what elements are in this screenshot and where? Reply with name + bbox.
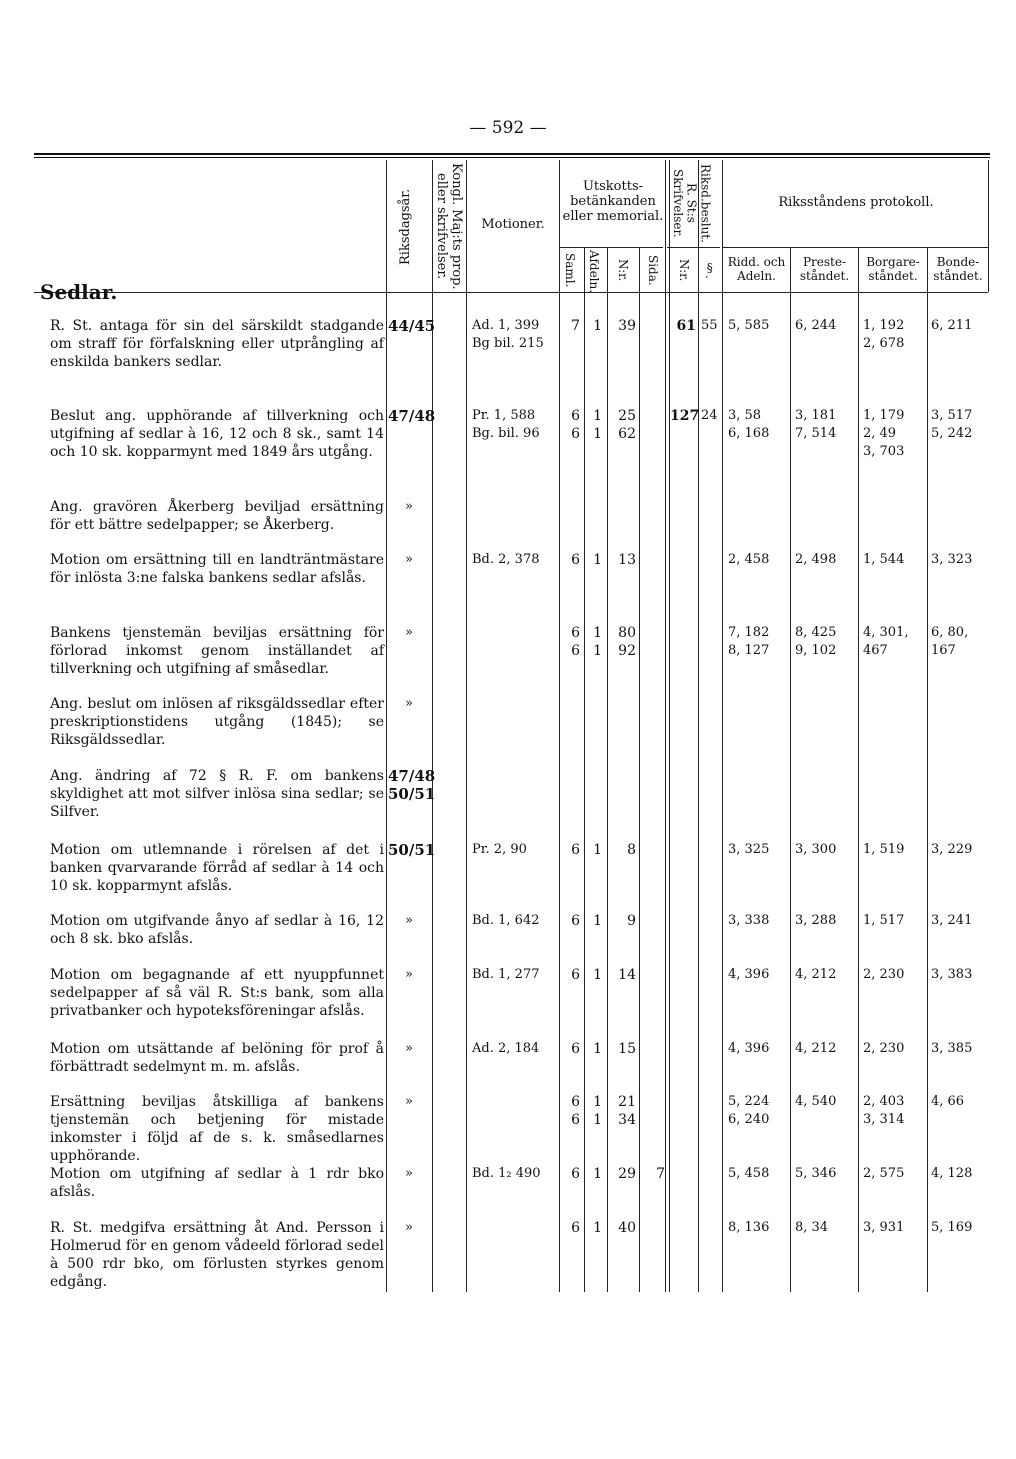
- top-rule-thick: [34, 153, 990, 155]
- saml-value: 6: [571, 408, 580, 424]
- saml-value: 6: [571, 1094, 580, 1110]
- col-line: [858, 247, 859, 1292]
- ridd-protocol: 6, 168: [728, 426, 770, 441]
- utskott-sub-rule: [560, 247, 663, 248]
- entry-description: Motion om begagnande af ett nyuppfunnet sedelpapper af så väl R. St:s bank, som alla privatbanker och hypoteksföreningar afslås.: [50, 967, 384, 1019]
- borgare-protocol: 1, 179: [863, 408, 905, 423]
- col-line: [584, 247, 585, 1292]
- riksdag-year: »: [405, 696, 413, 711]
- bonde-protocol: 167: [931, 643, 956, 658]
- saml-value: 6: [571, 842, 580, 858]
- header-nr: N:r.: [615, 258, 630, 282]
- ridd-protocol: 6, 240: [728, 1112, 770, 1127]
- nr-value: 14: [618, 967, 636, 983]
- borgare-protocol: 2, 49: [863, 426, 897, 441]
- entry-description: Ang. beslut om inlösen af riksgäldssedlar efter preskriptionstidens utgång (1845); se Riksgäldssedlar.: [50, 696, 384, 748]
- preste-protocol: 3, 288: [795, 913, 837, 928]
- riksd-nr: 61: [676, 318, 696, 334]
- header-preste: Preste-ståndet.: [799, 255, 850, 283]
- riksdag-year: »: [405, 1041, 413, 1056]
- header-afdeln: Afdeln.: [586, 250, 601, 294]
- ridd-protocol: 5, 585: [728, 318, 770, 333]
- nr-value: 29: [618, 1166, 636, 1182]
- entry-description: R. St. medgifva ersättning åt And. Persson i Holmerud för en genom vådeeld förlorad sedel à 500 rdr bko, om förlusten styrkes genom edgång.: [50, 1220, 384, 1290]
- riksdag-year: 47/48: [388, 767, 436, 785]
- borgare-protocol: 3, 703: [863, 444, 905, 459]
- borgare-protocol: 1, 544: [863, 552, 905, 567]
- preste-protocol: 3, 300: [795, 842, 837, 857]
- afdeln-value: 1: [593, 408, 602, 424]
- entry-description: Ang. ändring af 72 § R. F. om bankens skyldighet att mot silfver inlösa sina sedlar; se Silfver.: [50, 768, 384, 820]
- saml-value: 6: [571, 625, 580, 641]
- nr-value: 80: [618, 625, 636, 641]
- header-borgare: Borgare-ståndet.: [866, 255, 920, 283]
- afdeln-value: 1: [593, 426, 602, 442]
- preste-protocol: 5, 346: [795, 1166, 837, 1181]
- preste-protocol: 7, 514: [795, 426, 837, 441]
- afdeln-value: 1: [593, 318, 602, 334]
- motion-ref: Ad. 1, 399: [472, 318, 540, 333]
- ridd-protocol: 2, 458: [728, 552, 770, 567]
- bonde-protocol: 6, 211: [931, 318, 973, 333]
- motion-ref: Bg. bil. 96: [472, 426, 540, 441]
- nr-value: 8: [627, 842, 636, 858]
- preste-protocol: 8, 34: [795, 1220, 829, 1235]
- col-line: [927, 247, 928, 1292]
- riksdag-year: »: [405, 967, 413, 982]
- borgare-protocol: 2, 678: [863, 336, 905, 351]
- nr-value: 40: [618, 1220, 636, 1236]
- motion-ref: Bd. 1₂ 490: [472, 1166, 541, 1181]
- header-bottom-rule: [34, 292, 988, 293]
- afdeln-value: 1: [593, 1112, 602, 1128]
- borgare-protocol: 2, 230: [863, 967, 905, 982]
- afdeln-value: 1: [593, 552, 602, 568]
- preste-protocol: 2, 498: [795, 552, 837, 567]
- riksdag-year: »: [405, 913, 413, 928]
- entry-description: Beslut ang. upphörande af tillverkning och utgifning af sedlar à 16, 12 och 8 sk., samt 14 och 10 sk. kopparmynt med 1849 års utgång.: [50, 408, 384, 460]
- saml-value: 6: [571, 643, 580, 659]
- nr-value: 39: [618, 318, 636, 334]
- nr-value: 25: [618, 408, 636, 424]
- entry-description: Motion om ersättning till en landträntmästare för inlösta 3:ne falska bankens sedlar afslås.: [50, 552, 384, 586]
- borgare-protocol: 2, 575: [863, 1166, 905, 1181]
- afdeln-value: 1: [593, 913, 602, 929]
- preste-protocol: 3, 181: [795, 408, 837, 423]
- bonde-protocol: 3, 383: [931, 967, 973, 982]
- nr-value: 92: [618, 643, 636, 659]
- riksdag-year: »: [405, 1220, 413, 1235]
- entry-description: Motion om utgifning af sedlar à 1 rdr bko afslås.: [50, 1166, 384, 1200]
- header-motioner: Motioner.: [481, 217, 545, 232]
- riksdag-year: 47/48: [388, 407, 436, 425]
- saml-value: 6: [571, 552, 580, 568]
- riksd-sub-rule: [667, 247, 720, 248]
- protokoll-sub-rule: [723, 247, 988, 248]
- preste-protocol: 6, 244: [795, 318, 837, 333]
- afdeln-value: 1: [593, 1094, 602, 1110]
- ridd-protocol: 3, 325: [728, 842, 770, 857]
- saml-value: 6: [571, 1041, 580, 1057]
- saml-value: 6: [571, 913, 580, 929]
- riksdag-year: »: [405, 552, 413, 567]
- header-sida: Sida.: [645, 254, 660, 286]
- preste-protocol: 4, 212: [795, 1041, 837, 1056]
- col-line: [698, 160, 699, 1292]
- entry-description: R. St. antaga för sin del särskildt stadgande om straff för förfalskning eller utprångling af enskilda bankers sedlar.: [50, 318, 384, 370]
- ridd-protocol: 4, 396: [728, 967, 770, 982]
- ridd-protocol: 4, 396: [728, 1041, 770, 1056]
- preste-protocol: 4, 540: [795, 1094, 837, 1109]
- bonde-protocol: 4, 66: [931, 1094, 965, 1109]
- preste-protocol: 9, 102: [795, 643, 837, 658]
- col-line: [722, 160, 723, 1292]
- borgare-protocol: 1, 517: [863, 913, 905, 928]
- saml-value: 6: [571, 1166, 580, 1182]
- bonde-protocol: 5, 242: [931, 426, 973, 441]
- bonde-protocol: 6, 80,: [931, 625, 969, 640]
- nr-value: 15: [618, 1041, 636, 1057]
- entry-description: Ersättning beviljas åtskilliga af bankens tjenstemän och betjening för mistade inkomster i följd af de s. k. småsedlarnes upphörande.: [50, 1094, 384, 1164]
- header-ridd: Ridd. och Adeln.: [727, 255, 786, 283]
- borgare-protocol: 1, 192: [863, 318, 905, 333]
- saml-value: 6: [571, 1112, 580, 1128]
- saml-value: 6: [571, 1220, 580, 1236]
- bonde-protocol: 3, 517: [931, 408, 973, 423]
- ridd-protocol: 5, 458: [728, 1166, 770, 1181]
- col-line: [639, 247, 640, 1292]
- riksdag-year: 50/51: [388, 785, 436, 803]
- saml-value: 7: [571, 318, 580, 334]
- borgare-protocol: 1, 519: [863, 842, 905, 857]
- preste-protocol: 4, 212: [795, 967, 837, 982]
- afdeln-value: 1: [593, 1041, 602, 1057]
- nr-value: 34: [618, 1112, 636, 1128]
- ridd-protocol: 3, 338: [728, 913, 770, 928]
- riksd-paragraph: 55: [701, 318, 718, 333]
- afdeln-value: 1: [593, 967, 602, 983]
- borgare-protocol: 2, 230: [863, 1041, 905, 1056]
- header-saml: Saml.: [562, 252, 577, 288]
- header-kongl-prop: Kongl. Maj:ts prop. eller skrifvelser.: [433, 163, 464, 290]
- col-line: [665, 160, 666, 1292]
- nr-value: 62: [618, 426, 636, 442]
- motion-ref: Ad. 2, 184: [472, 1041, 540, 1056]
- entry-description: Motion om utlemnande i rörelsen af det i banken qvarvarande förråd af sedlar à 14 och 10 sk. kopparmynt afslås.: [50, 842, 384, 894]
- sida-value: 7: [656, 1166, 665, 1182]
- col-line: [790, 247, 791, 1292]
- header-protokoll: Riksståndens protokoll.: [778, 195, 934, 210]
- col-line: [988, 160, 989, 292]
- header-riksdagsar: Riksdagsår.: [398, 188, 413, 266]
- entry-description: Ang. gravören Åkerberg beviljad ersättning för ett bättre sedelpapper; se Åkerberg.: [50, 499, 384, 533]
- bonde-protocol: 3, 241: [931, 913, 973, 928]
- entry-description: Motion om utsättande af belöning för prof å förbättradt sedelmynt m. m. afslås.: [50, 1041, 384, 1075]
- bonde-protocol: 5, 169: [931, 1220, 973, 1235]
- ridd-protocol: 8, 136: [728, 1220, 770, 1235]
- afdeln-value: 1: [593, 643, 602, 659]
- afdeln-value: 1: [593, 1166, 602, 1182]
- bonde-protocol: 3, 229: [931, 842, 973, 857]
- section-title: Sedlar.: [40, 280, 118, 304]
- borgare-protocol: 3, 314: [863, 1112, 905, 1127]
- afdeln-value: 1: [593, 625, 602, 641]
- borgare-protocol: 3, 931: [863, 1220, 905, 1235]
- ridd-protocol: 7, 182: [728, 625, 770, 640]
- riksdag-year: 44/45: [388, 317, 436, 335]
- header-riksd-para: §.: [702, 261, 717, 279]
- top-rule-thin: [34, 157, 990, 158]
- nr-value: 9: [627, 913, 636, 929]
- riksdag-year: »: [405, 499, 413, 514]
- riksd-nr: 127: [670, 408, 700, 424]
- saml-value: 6: [571, 426, 580, 442]
- riksdag-year: »: [405, 1094, 413, 1109]
- col-line: [386, 160, 387, 1292]
- entry-description: Motion om utgifvande ånyo af sedlar à 16, 12 och 8 sk. bko afslås.: [50, 913, 384, 947]
- nr-value: 21: [618, 1094, 636, 1110]
- preste-protocol: 8, 425: [795, 625, 837, 640]
- header-riksd-nr: N:r.: [676, 258, 691, 282]
- riksd-paragraph: 24: [701, 408, 718, 423]
- saml-value: 6: [571, 967, 580, 983]
- header-utskott: Utskotts-betänkanden eller memorial.: [562, 179, 664, 224]
- ridd-protocol: 8, 127: [728, 643, 770, 658]
- nr-value: 13: [618, 552, 636, 568]
- col-line: [607, 247, 608, 1292]
- borgare-protocol: 2, 403: [863, 1094, 905, 1109]
- bonde-protocol: 4, 128: [931, 1166, 973, 1181]
- afdeln-value: 1: [593, 842, 602, 858]
- riksdag-year: 50/51: [388, 841, 436, 859]
- bonde-protocol: 3, 385: [931, 1041, 973, 1056]
- afdeln-value: 1: [593, 1220, 602, 1236]
- page-number: — 592 —: [469, 118, 547, 138]
- motion-ref: Bd. 1, 277: [472, 967, 540, 982]
- ridd-protocol: 3, 58: [728, 408, 762, 423]
- riksdag-year: »: [405, 625, 413, 640]
- motion-ref: Bd. 2, 378: [472, 552, 540, 567]
- motion-ref: Bd. 1, 642: [472, 913, 540, 928]
- col-line: [559, 160, 560, 1292]
- motion-ref: Bg bil. 215: [472, 336, 544, 351]
- motion-ref: Pr. 1, 588: [472, 408, 536, 423]
- header-bonde: Bonde-ståndet.: [933, 255, 983, 283]
- bonde-protocol: 3, 323: [931, 552, 973, 567]
- header-riksd-beslut: Riksd.beslut. R. St:s Skrifvelser.: [670, 163, 713, 243]
- borgare-protocol: 4, 301,: [863, 625, 909, 640]
- motion-ref: Pr. 2, 90: [472, 842, 527, 857]
- borgare-protocol: 467: [863, 643, 888, 658]
- entry-description: Bankens tjenstemän beviljas ersättning för förlorad inkomst genom inställandet af tillverkning och utgifning af småsedlar.: [50, 625, 384, 677]
- riksdag-year: »: [405, 1166, 413, 1181]
- ridd-protocol: 5, 224: [728, 1094, 770, 1109]
- col-line: [466, 160, 467, 1292]
